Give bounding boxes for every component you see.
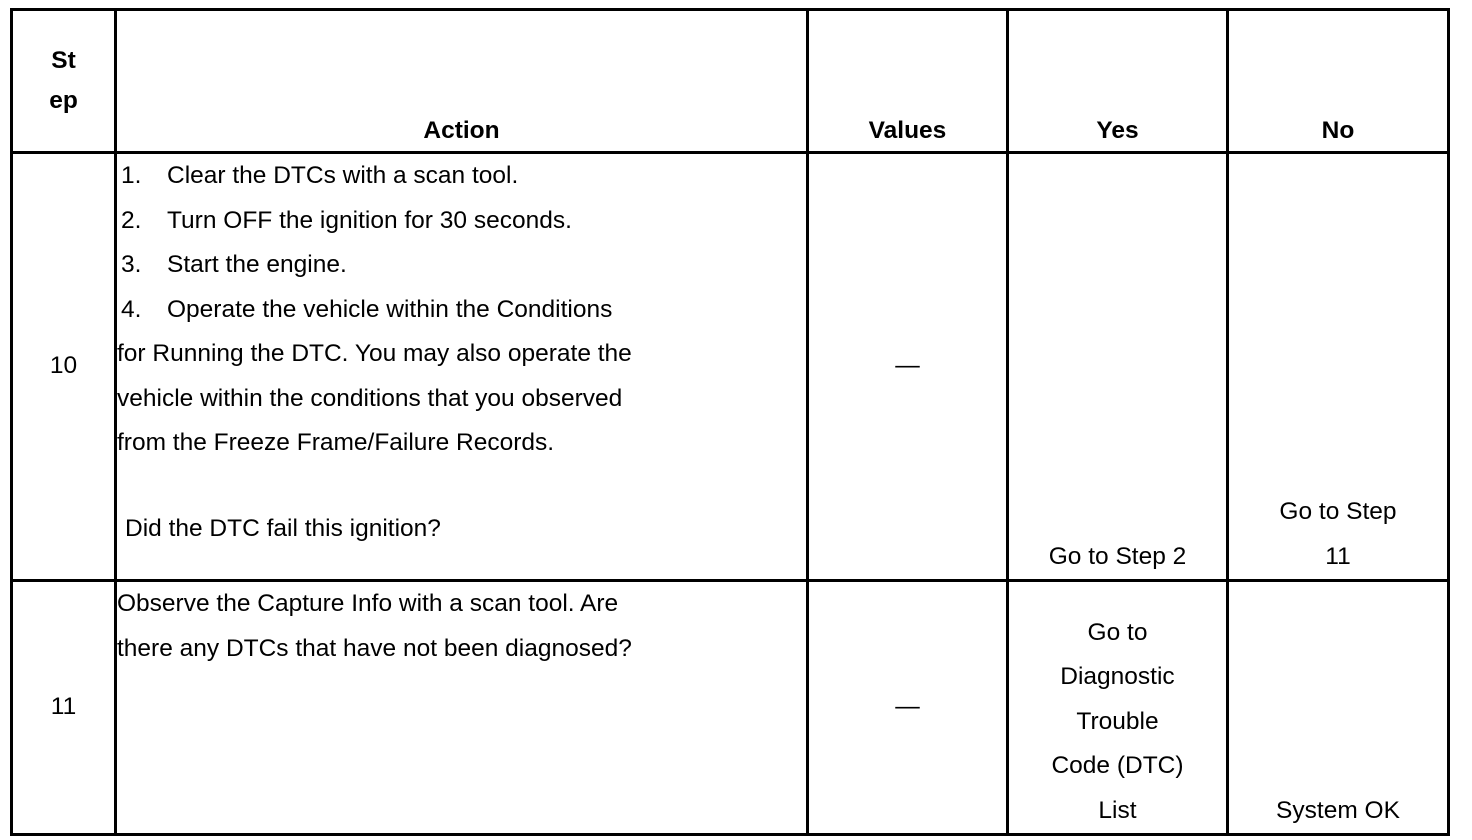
table-header-row bbox=[12, 10, 1449, 153]
step-text: Start the engine. bbox=[167, 251, 347, 278]
header-step-line1: St bbox=[51, 47, 76, 74]
step-index: 1. bbox=[121, 162, 142, 189]
no-line: 11 bbox=[1325, 542, 1351, 570]
table-row bbox=[12, 581, 1449, 835]
list-item bbox=[117, 154, 806, 199]
action-continuation: vehicle within the conditions that you observed bbox=[117, 384, 623, 412]
header-values: Values bbox=[808, 10, 1008, 153]
action-cell bbox=[116, 581, 808, 835]
no-cell bbox=[1228, 153, 1449, 581]
header-no: No bbox=[1228, 10, 1449, 153]
table-row bbox=[12, 153, 1449, 581]
action-line: there any DTCs that have not been diagnosed? bbox=[117, 634, 632, 662]
dtc-diagnostic-table bbox=[10, 8, 1450, 836]
no-cell: System OK bbox=[1228, 581, 1449, 835]
header-action: Action bbox=[116, 10, 808, 153]
step-text: Operate the vehicle within the Conditions bbox=[167, 295, 613, 323]
action-continuation: from the Freeze Frame/Failure Records. bbox=[117, 429, 555, 456]
yes-line: Diagnostic bbox=[1060, 663, 1175, 690]
values-cell: — bbox=[808, 581, 1008, 835]
values-cell: — bbox=[808, 153, 1008, 581]
action-cell bbox=[116, 153, 808, 581]
step-index: 2. bbox=[121, 206, 142, 234]
action-line: Observe the Capture Info with a scan tool. Are bbox=[117, 590, 619, 617]
no-line: Go to Step bbox=[1279, 498, 1397, 525]
list-item bbox=[117, 288, 806, 333]
step-number: 10 bbox=[12, 153, 116, 581]
action-steps-list bbox=[117, 154, 806, 332]
header-step bbox=[12, 10, 116, 153]
step-index: 4. bbox=[121, 295, 142, 323]
yes-line: Code (DTC) bbox=[1051, 752, 1184, 779]
step-text: Clear the DTCs with a scan tool. bbox=[167, 162, 519, 189]
yes-line: Trouble bbox=[1076, 707, 1159, 735]
list-item bbox=[117, 243, 806, 288]
action-continuation: for Running the DTC. You may also operate the bbox=[117, 340, 632, 367]
action-question: Did the DTC fail this ignition? bbox=[125, 514, 441, 542]
list-item bbox=[117, 199, 806, 244]
step-text: Turn OFF the ignition for 30 seconds. bbox=[167, 206, 572, 234]
yes-line: Go to bbox=[1087, 618, 1148, 646]
header-yes: Yes bbox=[1008, 10, 1228, 153]
yes-cell bbox=[1008, 581, 1228, 835]
header-step-line2: ep bbox=[49, 87, 78, 114]
yes-cell: Go to Step 2 bbox=[1008, 153, 1228, 581]
yes-line: List bbox=[1098, 796, 1137, 824]
step-number: 11 bbox=[12, 581, 116, 835]
step-index: 3. bbox=[121, 251, 142, 278]
